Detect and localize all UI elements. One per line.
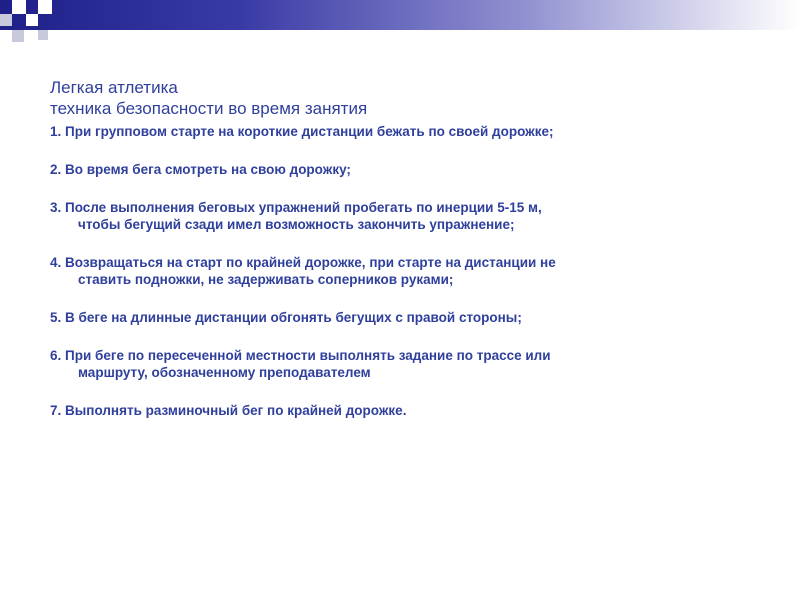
list-item-text: 1. При групповом старте на короткие дистанции бежать по своей дорожке;	[50, 124, 554, 139]
decor-square	[12, 0, 26, 14]
list-item	[50, 123, 750, 140]
list-item-text: 6. При беге по пересеченной местности выполнять задание по трассе или	[50, 348, 551, 363]
decor-square	[26, 14, 38, 26]
list-item-text: 2. Во время бега смотреть на свою дорожку;	[50, 162, 351, 177]
decor-square	[38, 30, 48, 40]
slide-title	[50, 77, 367, 119]
list-item-text: 4. Возвращаться на старт по крайней дорожке, при старте на дистанции не	[50, 255, 556, 270]
decor-square	[38, 0, 52, 14]
list-item-text: 5. В беге на длинные дистанции обгонять бегущих с правой стороны;	[50, 310, 522, 325]
list-item	[50, 254, 750, 288]
safety-rules-list	[50, 123, 750, 440]
list-item	[50, 161, 750, 178]
list-item	[50, 309, 750, 326]
list-item	[50, 199, 750, 233]
list-item-text-continued: чтобы бегущий сзади имел возможность закончить упражнение;	[78, 217, 515, 232]
decor-square	[0, 14, 12, 26]
list-item-text: 3. После выполнения беговых упражнений пробегать по инерции 5-15 м,	[50, 200, 542, 215]
list-item-text-continued: маршруту, обозначенному преподавателем	[78, 365, 371, 380]
header-gradient-band	[0, 0, 800, 30]
slide-title-line-2: техника безопасности во время занятия	[50, 99, 368, 118]
list-item	[50, 347, 750, 381]
slide-title-line-1: Легкая атлетика	[50, 78, 178, 97]
decor-square	[12, 30, 24, 42]
list-item-text: 7. Выполнять разминочный бег по крайней дорожке.	[50, 403, 407, 418]
list-item	[50, 402, 750, 419]
list-item-text-continued: ставить подножки, не задерживать соперников руками;	[78, 272, 454, 287]
